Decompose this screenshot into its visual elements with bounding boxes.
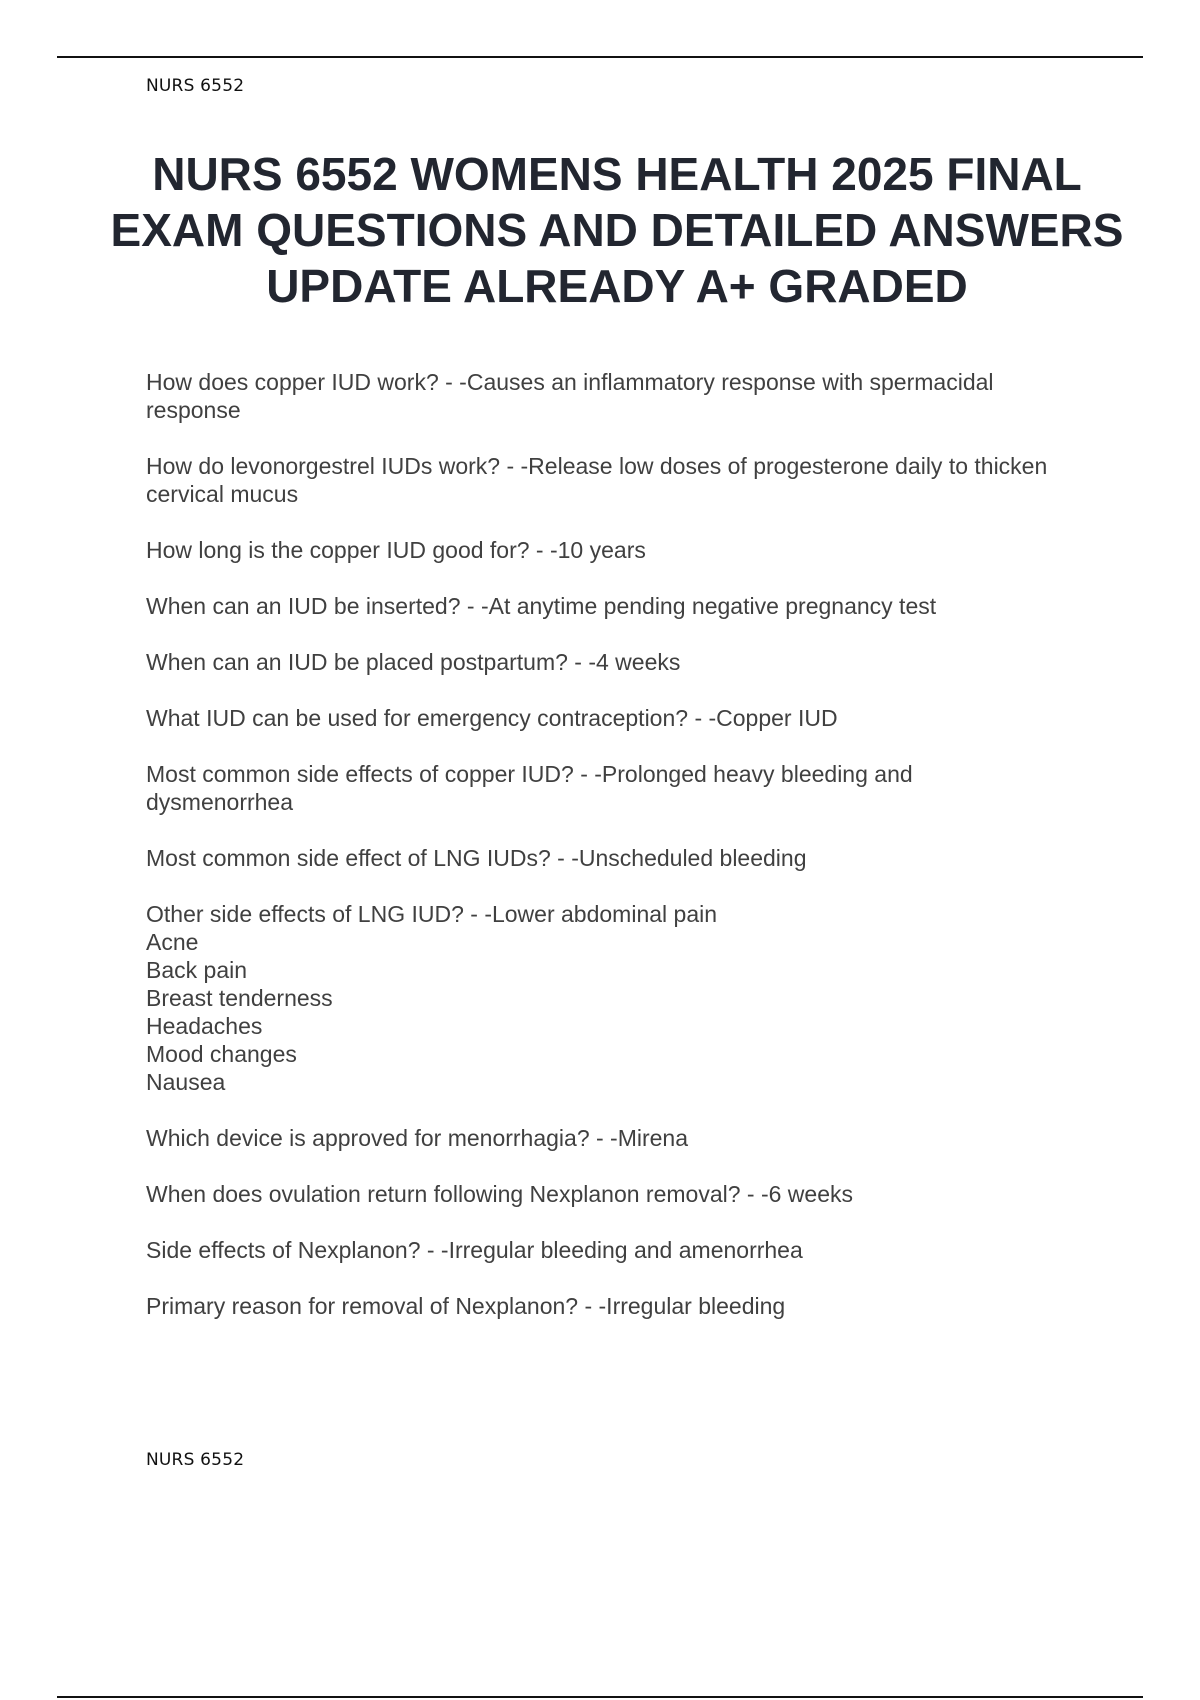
qa-item: When can an IUD be inserted? - -At anytime pending negative pregnancy test <box>146 593 937 619</box>
bottom-rule <box>57 1696 1143 1698</box>
document-title: NURS 6552 WOMENS HEALTH 2025 FINAL EXAM QUESTIONS AND DETAILED ANSWERS UPDATE ALREADY A+ GRADED <box>110 148 1124 312</box>
qa-item: When can an IUD be placed postpartum? - -4 weeks <box>146 649 681 675</box>
qa-item: When does ovulation return following Nexplanon removal? - -6 weeks <box>146 1181 853 1207</box>
qa-item: How do levonorgestrel IUDs work? - -Release low doses of progesterone daily to thicken cervical mucus <box>146 453 1048 507</box>
qa-item: Other side effects of LNG IUD? - -Lower abdominal pain Acne Back pain Breast tenderness Headaches Mood changes Nausea <box>146 901 718 1095</box>
qa-item: What IUD can be used for emergency contraception? - -Copper IUD <box>146 705 838 731</box>
qa-list <box>146 368 1066 1348</box>
qa-item: Side effects of Nexplanon? - -Irregular bleeding and amenorrhea <box>146 1237 803 1263</box>
top-rule <box>57 56 1143 58</box>
qa-item: Primary reason for removal of Nexplanon? - -Irregular bleeding <box>146 1293 786 1319</box>
running-header-bottom: NURS 6552 <box>146 1450 245 1470</box>
qa-item: Most common side effect of LNG IUDs? - -Unscheduled bleeding <box>146 845 807 871</box>
qa-item: How does copper IUD work? - -Causes an inflammatory response with spermacidal response <box>146 369 994 423</box>
qa-item: Most common side effects of copper IUD? - -Prolonged heavy bleeding and dysmenorrhea <box>146 761 913 815</box>
qa-item: How long is the copper IUD good for? - -10 years <box>146 537 646 563</box>
qa-item: Which device is approved for menorrhagia? - -Mirena <box>146 1125 689 1151</box>
running-header-top: NURS 6552 <box>146 76 245 96</box>
